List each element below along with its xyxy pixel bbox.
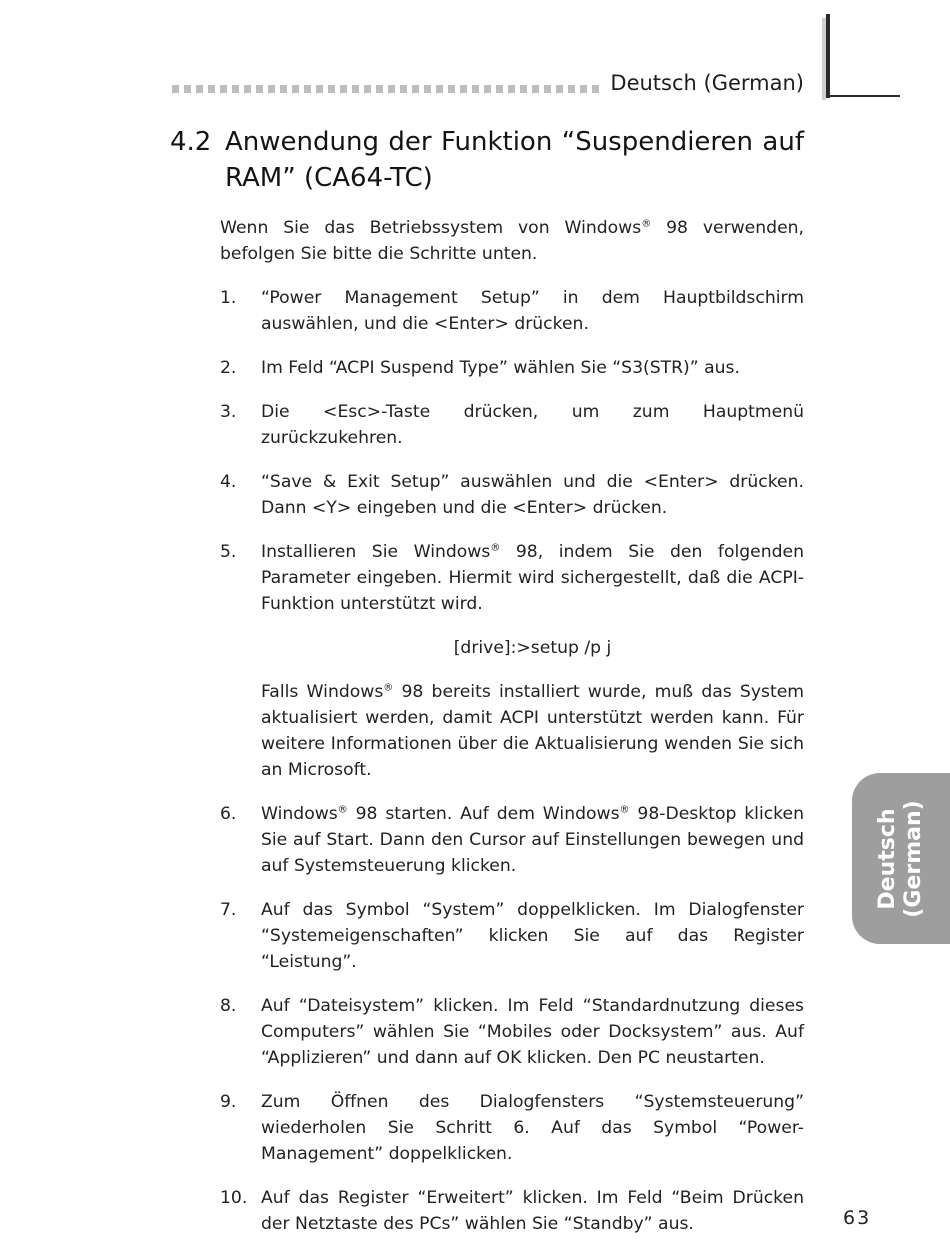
step-text: Zum Öffnen des Dialogfensters “Systemsteuerung” wiederholen Sie Schritt 6. Auf das Symbol “Power-Management” doppelklicken. bbox=[261, 1092, 804, 1164]
body-content bbox=[220, 215, 804, 1255]
step-number: 9. bbox=[220, 1092, 237, 1112]
step-number: 1. bbox=[220, 288, 237, 308]
step-10 bbox=[220, 1185, 804, 1237]
step-text bbox=[261, 801, 804, 879]
step-text: Im Feld “ACPI Suspend Type” wählen Sie “S3(STR)” aus. bbox=[261, 358, 740, 378]
registered-mark: ® bbox=[619, 804, 630, 816]
step-number: 3. bbox=[220, 402, 237, 422]
side-tab-label bbox=[875, 800, 927, 917]
step-number: 8. bbox=[220, 996, 237, 1016]
step-5-text-b: 98, indem Sie den folgenden Parameter eingeben. Hiermit wird sichergestellt, daß die ACPI-Funktion unterstützt wird. bbox=[261, 542, 805, 614]
step-4 bbox=[220, 469, 804, 521]
step-5-note-a: Falls Windows bbox=[261, 682, 384, 702]
registered-mark: ® bbox=[641, 218, 652, 230]
intro-paragraph bbox=[220, 215, 804, 267]
step-6-text-a: Windows bbox=[261, 804, 338, 824]
setup-command: [drive]:>setup /p j bbox=[453, 638, 612, 658]
step-text: Auf “Dateisystem” klicken. Im Feld “Standardnutzung dieses Computers” wählen Sie “Mobiles oder Docksystem” aus. Auf “Applizieren” und dann auf OK klicken. Den PC neustarten. bbox=[261, 996, 804, 1068]
corner-mark-vertical bbox=[826, 14, 830, 98]
step-number: 6. bbox=[220, 804, 237, 824]
step-6-text-b: 98 starten. Auf dem Windows bbox=[347, 804, 620, 824]
header-language: Deutsch (German) bbox=[610, 71, 804, 95]
step-number: 10. bbox=[220, 1188, 248, 1208]
step-5-note-b: 98 bereits installiert wurde, muß das System aktualisiert werden, damit ACPI unterstützt werden kann. Für weitere Informationen über die Aktualisierung wenden Sie sich an Microsoft. bbox=[261, 682, 805, 780]
step-6-text-c: 98-Desktop klicken Sie auf Start. Dann den Cursor auf Einstellungen bewegen und auf Systemsteuerung klicken. bbox=[261, 804, 804, 876]
corner-mark-horizontal bbox=[828, 95, 900, 97]
language-side-tab bbox=[852, 773, 950, 944]
step-text: Die <Esc>-Taste drücken, um zum Hauptmenü zurückzukehren. bbox=[261, 402, 804, 448]
step-text: “Save & Exit Setup” auswählen und die <Enter> drücken. Dann <Y> eingeben und die <Enter> drücken. bbox=[261, 472, 804, 518]
section-number: 4.2 bbox=[170, 127, 212, 157]
intro-text-b: 98 verwenden, befolgen Sie bitte die Schritte unten. bbox=[220, 218, 804, 264]
registered-mark: ® bbox=[490, 542, 501, 554]
step-5-text-a: Installieren Sie Windows bbox=[261, 542, 491, 562]
step-2 bbox=[220, 355, 804, 381]
registered-mark: ® bbox=[383, 682, 394, 694]
step-6 bbox=[220, 801, 804, 879]
step-text: Auf das Symbol “System” doppelklicken. Im Dialogfenster “Systemeigenschaften” klicken Sie auf das Register “Leistung”. bbox=[261, 900, 804, 972]
side-tab-line-2: (German) bbox=[901, 799, 926, 918]
step-8 bbox=[220, 993, 804, 1071]
step-number: 4. bbox=[220, 472, 237, 492]
page-number: 63 bbox=[843, 1207, 872, 1229]
step-5-note bbox=[261, 679, 804, 783]
step-number: 2. bbox=[220, 358, 237, 378]
registered-mark: ® bbox=[337, 804, 348, 816]
step-number: 7. bbox=[220, 900, 237, 920]
section-heading bbox=[170, 124, 804, 196]
step-5 bbox=[220, 539, 804, 783]
step-1 bbox=[220, 285, 804, 337]
step-9 bbox=[220, 1089, 804, 1167]
step-text: “Power Management Setup” in dem Hauptbildschirm auswählen, und die <Enter> drücken. bbox=[261, 288, 804, 334]
step-number: 5. bbox=[220, 542, 237, 562]
step-3 bbox=[220, 399, 804, 451]
step-text bbox=[261, 539, 804, 617]
step-7 bbox=[220, 897, 804, 975]
header-dotted-rule bbox=[172, 85, 600, 93]
side-tab-line-1: Deutsch bbox=[875, 807, 900, 910]
intro-text-a: Wenn Sie das Betriebssystem von Windows bbox=[220, 218, 642, 238]
section-title: Anwendung der Funktion “Suspendieren auf RAM” (CA64-TC) bbox=[225, 127, 804, 193]
step-text: Auf das Register “Erweitert” klicken. Im Feld “Beim Drücken der Netztaste des PCs” wählen Sie “Standby” aus. bbox=[261, 1188, 804, 1234]
